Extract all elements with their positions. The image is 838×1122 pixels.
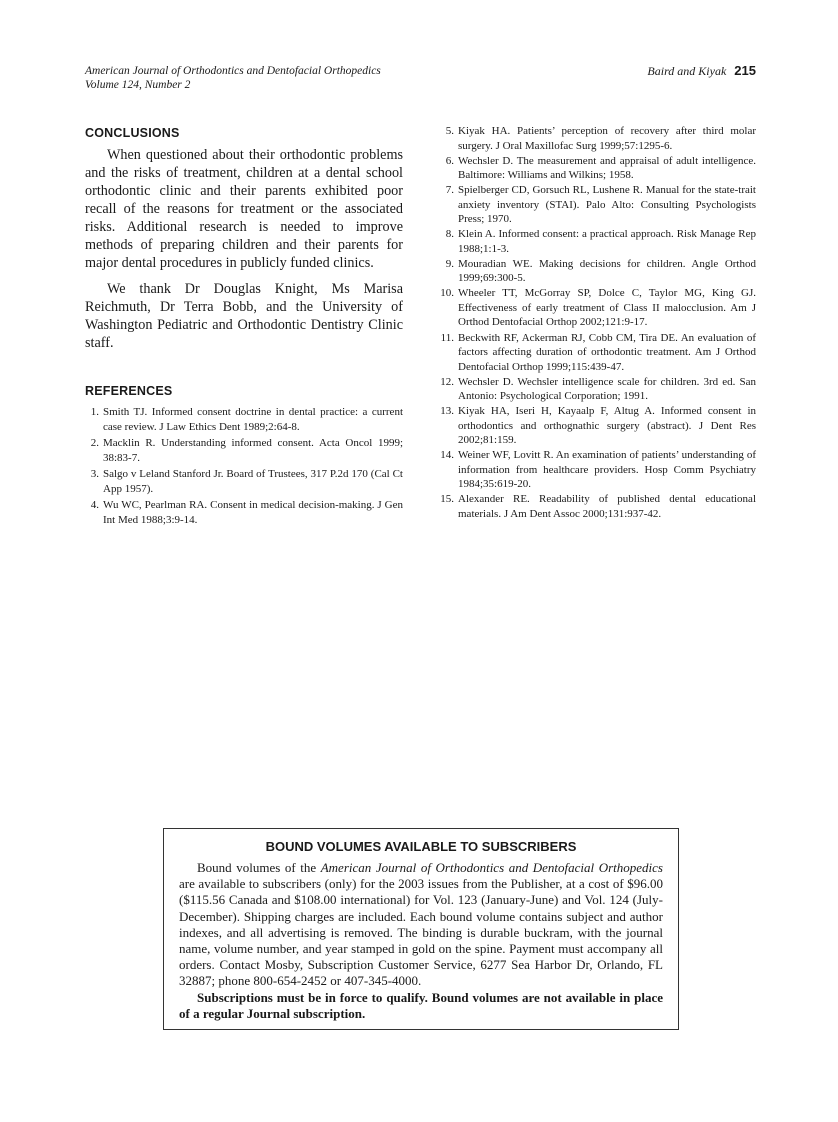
reference-text: Klein A. Informed consent: a practical approach. Risk Manage Rep 1988;1:1-3. [458, 228, 756, 255]
reference-number: 10. [440, 287, 454, 300]
notice-title: BOUND VOLUMES AVAILABLE TO SUBSCRIBERS [265, 839, 577, 854]
reference-number: 11. [440, 331, 454, 344]
reference-text: Mouradian WE. Making decisions for children. Angle Orthod 1999;69:300-5. [458, 257, 756, 285]
reference-number: 4. [90, 499, 99, 511]
notice-text: are available to subscribers (only) for the 2003 issues from the Publisher, at a cost of $96.00 ($115.56 Canada and $108.00 international) for Vol. 123 (January-June) and Vol. 124 (July-December). Shipping charges are included. Each bound volume contains subject and author indexes, and all advertising is removed. The binding is durable buckram, with the journal name, volume number, and year stamped in gold on the spine. Payment must accompany all orders. Contact Mosby, Subscription Customer Service, 6277 Sea Harbor Dr, Orlando, FL 32887; phone 800-654-2452 or 407-345-4000. [179, 876, 663, 989]
reference-number: 7. [445, 184, 454, 197]
notice-journal-name: American Journal of Orthodontics and Dentofacial Orthopedics [320, 860, 663, 875]
subscriber-notice-box [163, 828, 679, 1030]
reference-text: Kiyak HA. Patients’ perception of recovery after third molar surgery. J Oral Maxillofac Surg 1999;57:1295-6. [458, 125, 756, 152]
running-header-journal [85, 64, 381, 92]
reference-text: Alexander RE. Readability of published dental educational materials. J Am Dent Assoc 2000;131:937-42. [458, 493, 756, 520]
conclusions-paragraph: When questioned about their orthodontic problems and the risks of treatment, children at a dental school orthodontic clinic and their parents exhibited poor recall of the reasons for treatment or the associated risks. Additional research is needed to improve methods of preparing children and their parents for major dental procedures in publicly funded clinics. [85, 147, 403, 271]
reference-item [440, 375, 756, 404]
reference-number: 15. [440, 493, 454, 506]
reference-item [85, 467, 403, 497]
reference-text: Smith TJ. Informed consent doctrine in dental practice: a current case review. J Law Ethics Dent 1989;2:64-8. [103, 406, 403, 434]
reference-number: 8. [445, 228, 454, 241]
reference-number: 13. [440, 405, 454, 418]
reference-number: 2. [90, 437, 99, 449]
conclusions-heading: CONCLUSIONS [85, 126, 180, 140]
reference-item [85, 436, 403, 466]
reference-item [85, 498, 403, 528]
journal-title: American Journal of Orthodontics and Dentofacial Orthopedics [85, 65, 381, 77]
reference-number: 9. [445, 257, 454, 270]
reference-item [440, 331, 756, 375]
reference-list-left [85, 405, 403, 528]
notice-bold-note: Subscriptions must be in force to qualify. Bound volumes are not available in place of a regular Journal subscription. [179, 989, 663, 1021]
reference-text: Macklin R. Understanding informed consent. Acta Oncol 1999; 38:83-7. [103, 437, 403, 465]
right-column [440, 124, 756, 522]
reference-number: 1. [90, 406, 99, 418]
reference-text: Salgo v Leland Stanford Jr. Board of Trustees, 317 P.2d 170 (Cal Ct App 1957). [103, 468, 403, 496]
reference-item [440, 404, 756, 448]
reference-number: 12. [440, 375, 454, 388]
reference-text: Weiner WF, Lovitt R. An examination of patients’ understanding of information from healthcare providers. Hosp Comm Psychiatry 1984;35:619-20. [458, 449, 756, 491]
notice-body [179, 860, 663, 990]
reference-item [440, 227, 756, 256]
reference-item [440, 492, 756, 521]
reference-item [440, 286, 756, 330]
reference-text: Kiyak HA, Iseri H, Kayaalp F, Altug A. Informed consent in orthodontics and orthognathic surgery (abstract). J Dent Res 2002;81:159. [458, 405, 756, 447]
reference-item [440, 183, 756, 227]
reference-text: Wheeler TT, McGorray SP, Dolce C, Taylor MG, King GJ. Effectiveness of early treatment of Class II malocclusion. Am J Orthod Dentofacial Orthop 2002;121:9-17. [458, 287, 756, 329]
reference-number: 6. [445, 154, 454, 167]
reference-item [440, 257, 756, 286]
acknowledgments-paragraph: We thank Dr Douglas Knight, Ms Marisa Reichmuth, Dr Terra Bobb, and the University of Washington Pediatric and Orthodontic Dentistry Clinic staff. [85, 281, 403, 351]
reference-number: 3. [90, 468, 99, 480]
reference-number: 5. [445, 125, 454, 137]
notice-text: Bound volumes of the [197, 860, 321, 875]
page-number: 215 [734, 63, 756, 78]
reference-item [440, 448, 756, 492]
reference-item [440, 154, 756, 183]
reference-text: Wu WC, Pearlman RA. Consent in medical decision-making. J Gen Int Med 1988;3:9-14. [103, 499, 403, 527]
reference-list-right [440, 124, 756, 521]
references-heading: REFERENCES [85, 384, 173, 398]
reference-text: Beckwith RF, Ackerman RJ, Cobb CM, Tira DE. An evaluation of factors affecting duration of orthodontic treatment. Am J Orthod Dentofacial Orthop 1999;115:439-47. [458, 331, 756, 373]
reference-text: Wechsler D. The measurement and appraisal of adult intelligence. Baltimore: Williams and Wilkins; 1958. [458, 154, 756, 182]
authors: Baird and Kiyak [647, 64, 727, 78]
reference-text: Wechsler D. Wechsler intelligence scale for children. 3rd ed. San Antonio: Psychological Corporation; 1991. [458, 375, 756, 403]
reference-item [440, 124, 756, 153]
running-header-page [647, 63, 756, 79]
journal-volume: Volume 124, Number 2 [85, 79, 191, 91]
reference-text: Spielberger CD, Gorsuch RL, Lushene R. Manual for the state-trait anxiety inventory (STAI). Palo Alto: Consulting Psychologists Press; 1970. [458, 184, 756, 226]
left-column [85, 126, 403, 529]
reference-item [85, 405, 403, 435]
reference-number: 14. [440, 449, 454, 462]
